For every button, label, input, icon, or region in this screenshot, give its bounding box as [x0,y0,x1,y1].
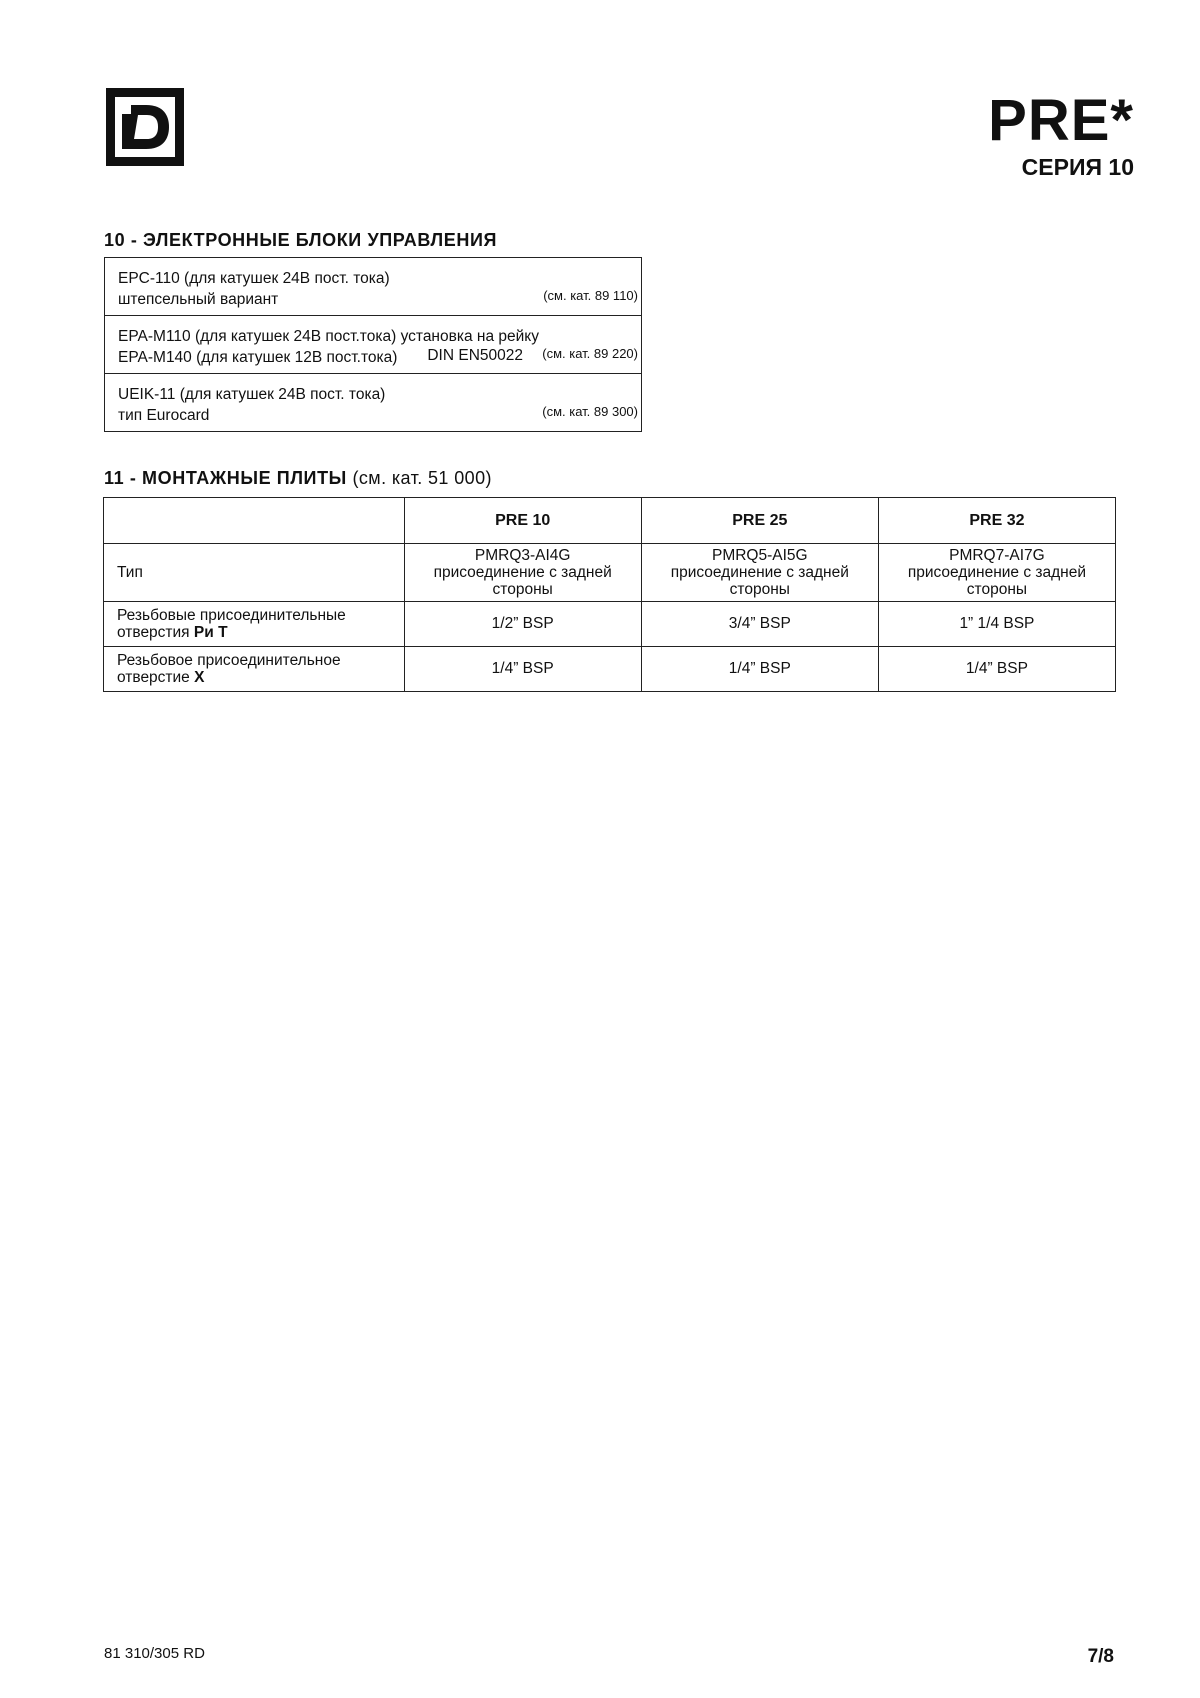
section-11-title [104,468,492,489]
plate-desc: стороны [966,581,1028,598]
control-unit-row [105,316,641,374]
table-cell: 1” 1/4 BSP [878,602,1115,647]
column-header-pre10: PRE 10 [404,498,641,544]
section-10-title: 10 - ЭЛЕКТРОННЫЕ БЛОКИ УПРАВЛЕНИЯ [104,230,498,250]
control-unit-row [105,374,641,431]
table-cell: 3/4” BSP [641,602,878,647]
model-title: PRE* [988,88,1134,153]
table-row-threads [104,602,1116,647]
row-label-line: отверстия [117,624,190,641]
row-label-line: Резьбовые присоединительные [117,607,346,624]
unit-line-1: UEIK-11 (для катушек 24В пост. тока) [118,386,386,403]
table-cell: 1/2” BSP [404,602,641,647]
plate-code: PMRQ5-AI5G [711,547,808,564]
plate-desc: присоединение с задней [433,564,612,581]
catalog-ref: (см. кат. 89 300) [542,404,638,419]
catalog-ref: (см. кат. 89 110) [543,288,638,303]
table-row-port-x [104,647,1116,692]
port-label: Ри Т [193,624,228,641]
unit-line-1: EPA-M110 (для катушек 24В пост.тока) установка на рейку [118,328,539,345]
table-row-type [104,544,1116,602]
control-units-box [104,257,642,432]
din-standard: DIN EN50022 [427,347,523,364]
plate-desc: стороны [492,581,553,598]
section-11-title-text: 11 - МОНТАЖНЫЕ ПЛИТЫ [104,468,347,488]
control-unit-row [105,258,641,316]
row-label [104,602,405,647]
plate-code: PMRQ3-AI4G [474,547,571,564]
table-cell: 1/4” BSP [404,647,641,692]
unit-line-2: EPA-M140 (для катушек 12В пост.тока) [118,349,398,366]
table-cell [641,544,878,602]
row-label [104,647,405,692]
unit-line-1: EPC-110 (для катушек 24В пост. тока) [118,270,390,287]
series-label: СЕРИЯ 10 [1021,154,1134,180]
page-number: 7/8 [1087,1646,1114,1667]
row-label: Тип [104,544,405,602]
company-logo [106,88,184,166]
plate-code: PMRQ7-AI7G [949,547,1045,564]
catalog-ref: (см. кат. 89 220) [542,346,638,361]
table-header-row [104,498,1116,544]
column-header-pre32: PRE 32 [878,498,1115,544]
plate-desc: присоединение с задней [907,564,1087,581]
column-header-empty [104,498,405,544]
section-11-catalog-ref: (см. кат. 51 000) [352,468,492,488]
plate-desc: присоединение с задней [670,564,849,581]
row-label-line: отверстие [117,669,190,686]
port-label: X [194,669,205,686]
column-header-pre25: PRE 25 [641,498,878,544]
table-cell: 1/4” BSP [641,647,878,692]
table-cell: 1/4” BSP [878,647,1115,692]
document-number: 81 310/305 RD [104,1645,205,1662]
row-label-line: Резьбовое присоединительное [117,652,341,669]
unit-line-2: тип Eurocard [118,407,210,424]
mounting-plates-table [103,497,1116,692]
table-cell [404,544,641,602]
table-cell [878,544,1115,602]
unit-line-2: штепсельный вариант [118,291,279,308]
plate-desc: стороны [729,581,790,598]
